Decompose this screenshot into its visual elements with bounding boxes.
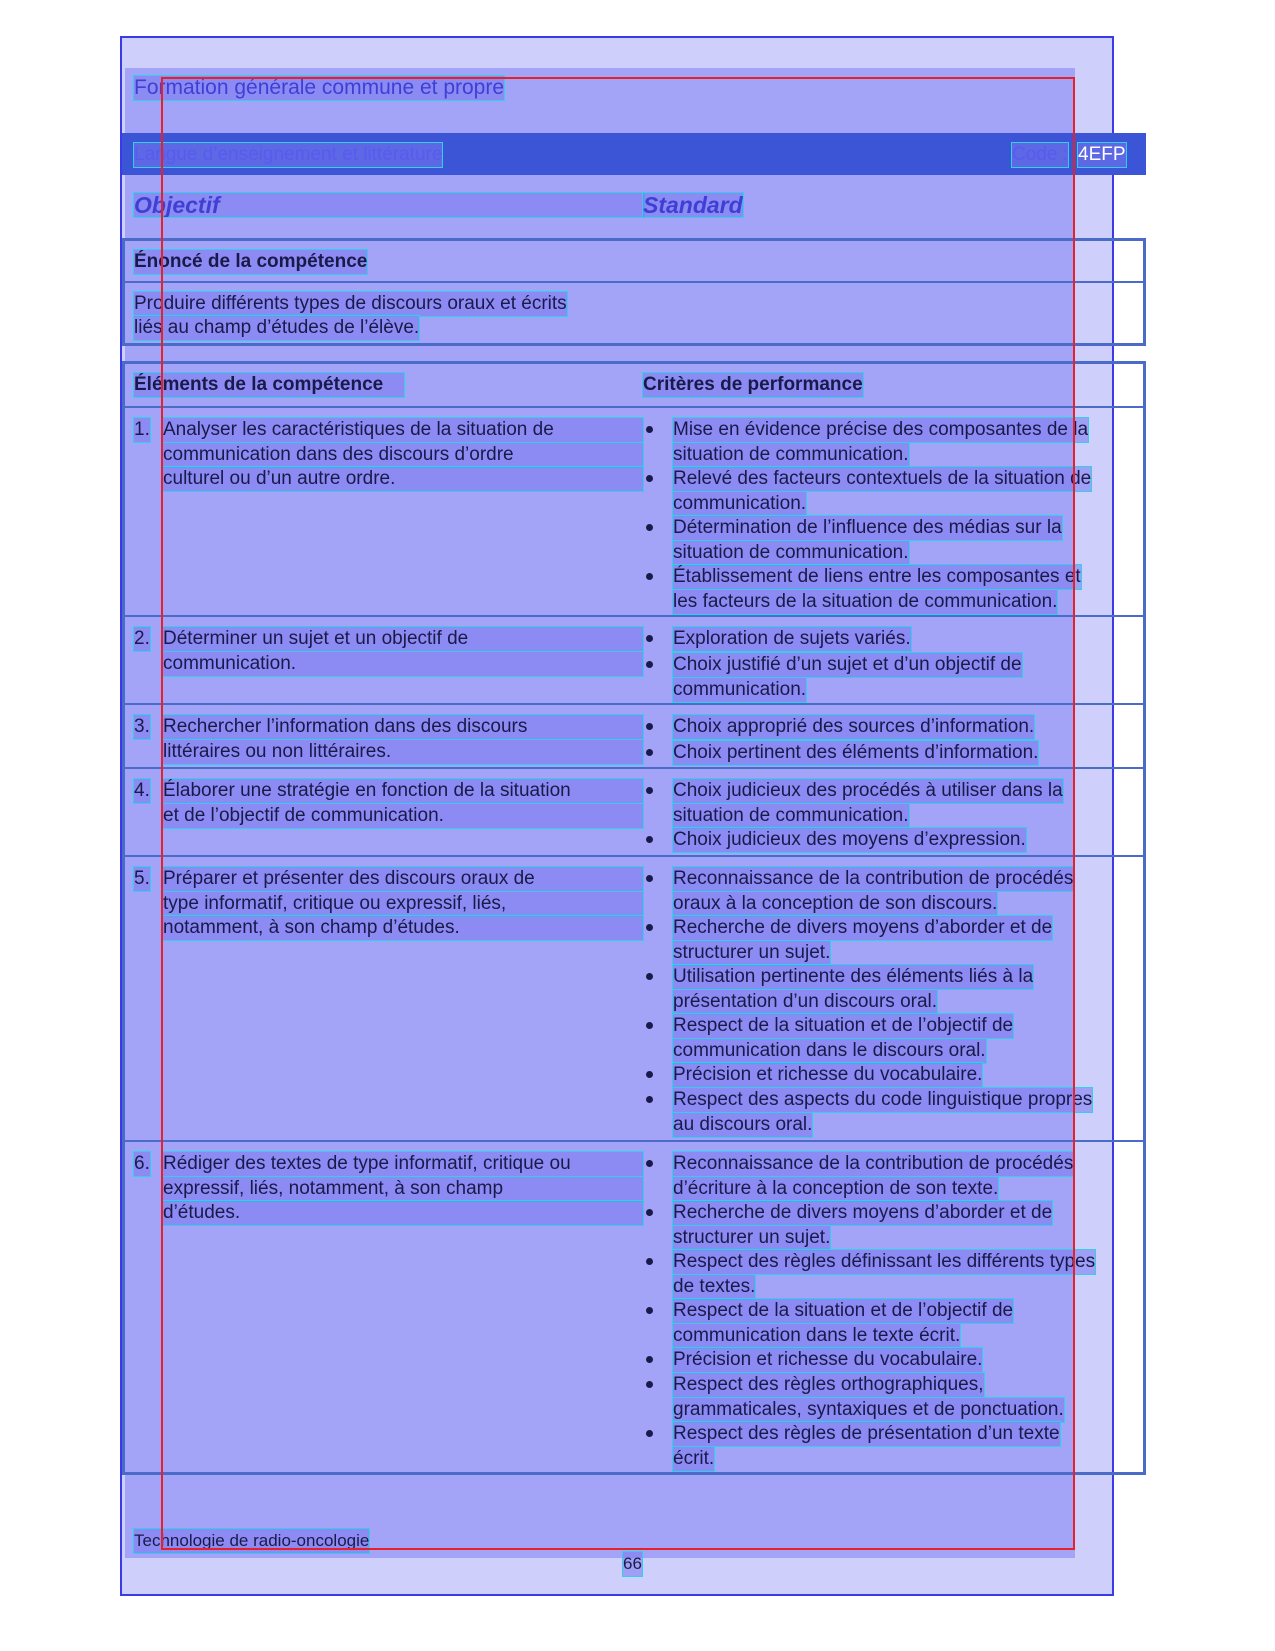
footer-program: Technologie de radio-oncologie — [134, 1529, 369, 1553]
criterion-text-line: structurer un sujet. — [673, 1226, 831, 1248]
criterion-text-line: Choix judicieux des procédés à utiliser dans la — [673, 780, 1063, 801]
criterion-text-line: Précision et richesse du vocabulaire. — [673, 1064, 983, 1085]
element-text-line: Analyser les caractéristiques de la situation de — [163, 418, 643, 442]
element-number: 4. — [134, 780, 150, 801]
table-header-criteria: Critères de performance — [643, 374, 863, 395]
element-text-line: type informatif, critique ou expressif, liés, — [163, 892, 643, 916]
criterion-text-line: Choix approprié des sources d’information. — [673, 716, 1035, 737]
table-row-divider — [124, 703, 1144, 705]
objectif-heading: Objectif — [134, 193, 644, 217]
table-row-divider — [124, 855, 1144, 857]
criterion-text-line: communication. — [673, 492, 807, 514]
criterion-text-line: Respect des règles définissant les différents types — [673, 1251, 1096, 1272]
element-text-line: d’études. — [163, 1201, 643, 1225]
criterion-text-line: les facteurs de la situation de communication. — [673, 590, 1058, 612]
criterion-text-line: Choix justifié d’un sujet et d’un objectif de — [673, 654, 1022, 675]
criterion-text-line: Choix pertinent des éléments d’information. — [673, 742, 1039, 763]
bullet-icon — [646, 836, 653, 843]
element-text-line: Élaborer une stratégie en fonction de la situation — [163, 779, 643, 803]
criterion-text-line: Choix judicieux des moyens d’expression. — [673, 829, 1026, 850]
element-text-line: Rédiger des textes de type informatif, critique ou — [163, 1152, 643, 1176]
bullet-icon — [646, 1381, 653, 1388]
criterion-text-line: communication dans le texte écrit. — [673, 1324, 961, 1346]
element-text-line: communication dans des discours d’ordre — [163, 443, 643, 467]
bullet-icon — [646, 524, 653, 531]
criterion-text-line: Respect des règles orthographiques, — [673, 1374, 984, 1395]
page-number: 66 — [623, 1552, 642, 1576]
section-title: Formation générale commune et propre — [134, 76, 505, 99]
criterion-text-line: Respect des règles de présentation d’un texte — [673, 1423, 1060, 1444]
criterion-text-line: Précision et richesse du vocabulaire. — [673, 1349, 983, 1370]
criterion-text-line: de textes. — [673, 1275, 756, 1297]
criterion-text-line: structurer un sujet. — [673, 941, 831, 963]
bullet-icon — [646, 875, 653, 882]
table-row-divider — [124, 406, 1144, 408]
bullet-icon — [646, 1022, 653, 1029]
element-text-line: et de l’objectif de communication. — [163, 804, 643, 828]
bullet-icon — [646, 973, 653, 980]
criterion-text-line: Respect des aspects du code linguistique propres — [673, 1089, 1093, 1110]
criterion-text-line: Établissement de liens entre les composantes et — [673, 566, 1081, 587]
bullet-icon — [646, 573, 653, 580]
criterion-text-line: communication dans le discours oral. — [673, 1039, 986, 1061]
bullet-icon — [646, 426, 653, 433]
element-text-line: Déterminer un sujet et un objectif de — [163, 627, 643, 651]
bullet-icon — [646, 1430, 653, 1437]
bullet-icon — [646, 723, 653, 730]
standard-heading: Standard — [643, 192, 743, 218]
criterion-text-line: Reconnaissance de la contribution de procédés — [673, 1153, 1074, 1174]
criterion-text-line: présentation d’un discours oral. — [673, 990, 938, 1012]
bullet-icon — [646, 1307, 653, 1314]
criterion-text-line: Détermination de l’influence des médias sur la — [673, 517, 1062, 538]
element-text-line: culturel ou d’un autre ordre. — [163, 467, 643, 491]
element-text-line: expressif, liés, notamment, à son champ — [163, 1177, 643, 1201]
element-text-line: littéraires ou non littéraires. — [163, 740, 643, 764]
banner-code-value: 4EFP — [1078, 144, 1126, 165]
bullet-icon — [646, 1356, 653, 1363]
table-row-divider — [124, 1140, 1144, 1142]
criterion-text-line: Exploration de sujets variés. — [673, 628, 911, 649]
bullet-icon — [646, 749, 653, 756]
element-number: 3. — [134, 716, 150, 737]
element-text-line: Rechercher l’information dans des discours — [163, 715, 643, 739]
criterion-text-line: oraux à la conception de son discours. — [673, 892, 998, 914]
criterion-text-line: Recherche de divers moyens d’aborder et de — [673, 1202, 1053, 1223]
criterion-text-line: Mise en évidence précise des composantes de la — [673, 419, 1089, 440]
banner-title: Langue d’enseignement et littérature — [134, 144, 443, 165]
bullet-icon — [646, 787, 653, 794]
criterion-text-line: Relevé des facteurs contextuels de la situation de — [673, 468, 1092, 489]
criterion-text-line: situation de communication. — [673, 541, 909, 563]
bullet-icon — [646, 1160, 653, 1167]
bullet-icon — [646, 635, 653, 642]
enonce-line-2: liés au champ d’études de l’élève. — [134, 317, 420, 338]
criterion-text-line: écrit. — [673, 1447, 715, 1469]
banner-code-label: Code : — [1012, 144, 1068, 165]
enonce-line-1: Produire différents types de discours oraux et écrits — [134, 293, 567, 314]
bullet-icon — [646, 1071, 653, 1078]
criterion-text-line: Respect de la situation et de l’objectif de — [673, 1300, 1014, 1321]
bullet-icon — [646, 924, 653, 931]
bullet-icon — [646, 1096, 653, 1103]
criterion-text-line: situation de communication. — [673, 443, 909, 465]
element-text-line: notamment, à son champ d’études. — [163, 916, 643, 940]
enonce-title: Énoncé de la compétence — [134, 251, 368, 272]
bullet-icon — [646, 1209, 653, 1216]
criterion-text-line: Respect de la situation et de l’objectif de — [673, 1015, 1014, 1036]
element-number: 5. — [134, 868, 150, 889]
element-number: 1. — [134, 419, 150, 440]
bullet-icon — [646, 475, 653, 482]
criterion-text-line: situation de communication. — [673, 804, 909, 826]
bullet-icon — [646, 1258, 653, 1265]
criterion-text-line: Utilisation pertinente des éléments liés à la — [673, 966, 1034, 987]
bullet-icon — [646, 661, 653, 668]
criterion-text-line: au discours oral. — [673, 1113, 813, 1135]
criterion-text-line: grammaticales, syntaxiques et de ponctuation. — [673, 1398, 1064, 1420]
criterion-text-line: Recherche de divers moyens d’aborder et de — [673, 917, 1053, 938]
criterion-text-line: Reconnaissance de la contribution de procédés — [673, 868, 1074, 889]
element-number: 2. — [134, 628, 150, 649]
element-number: 6. — [134, 1153, 150, 1174]
element-text-line: communication. — [163, 652, 643, 676]
table-row-divider — [124, 615, 1144, 617]
criterion-text-line: communication. — [673, 678, 807, 700]
element-text-line: Préparer et présenter des discours oraux de — [163, 867, 643, 891]
enonce-divider — [124, 281, 1144, 283]
table-row-divider — [124, 767, 1144, 769]
criterion-text-line: d’écriture à la conception de son texte. — [673, 1177, 999, 1199]
table-header-elements: Éléments de la compétence — [134, 373, 404, 397]
